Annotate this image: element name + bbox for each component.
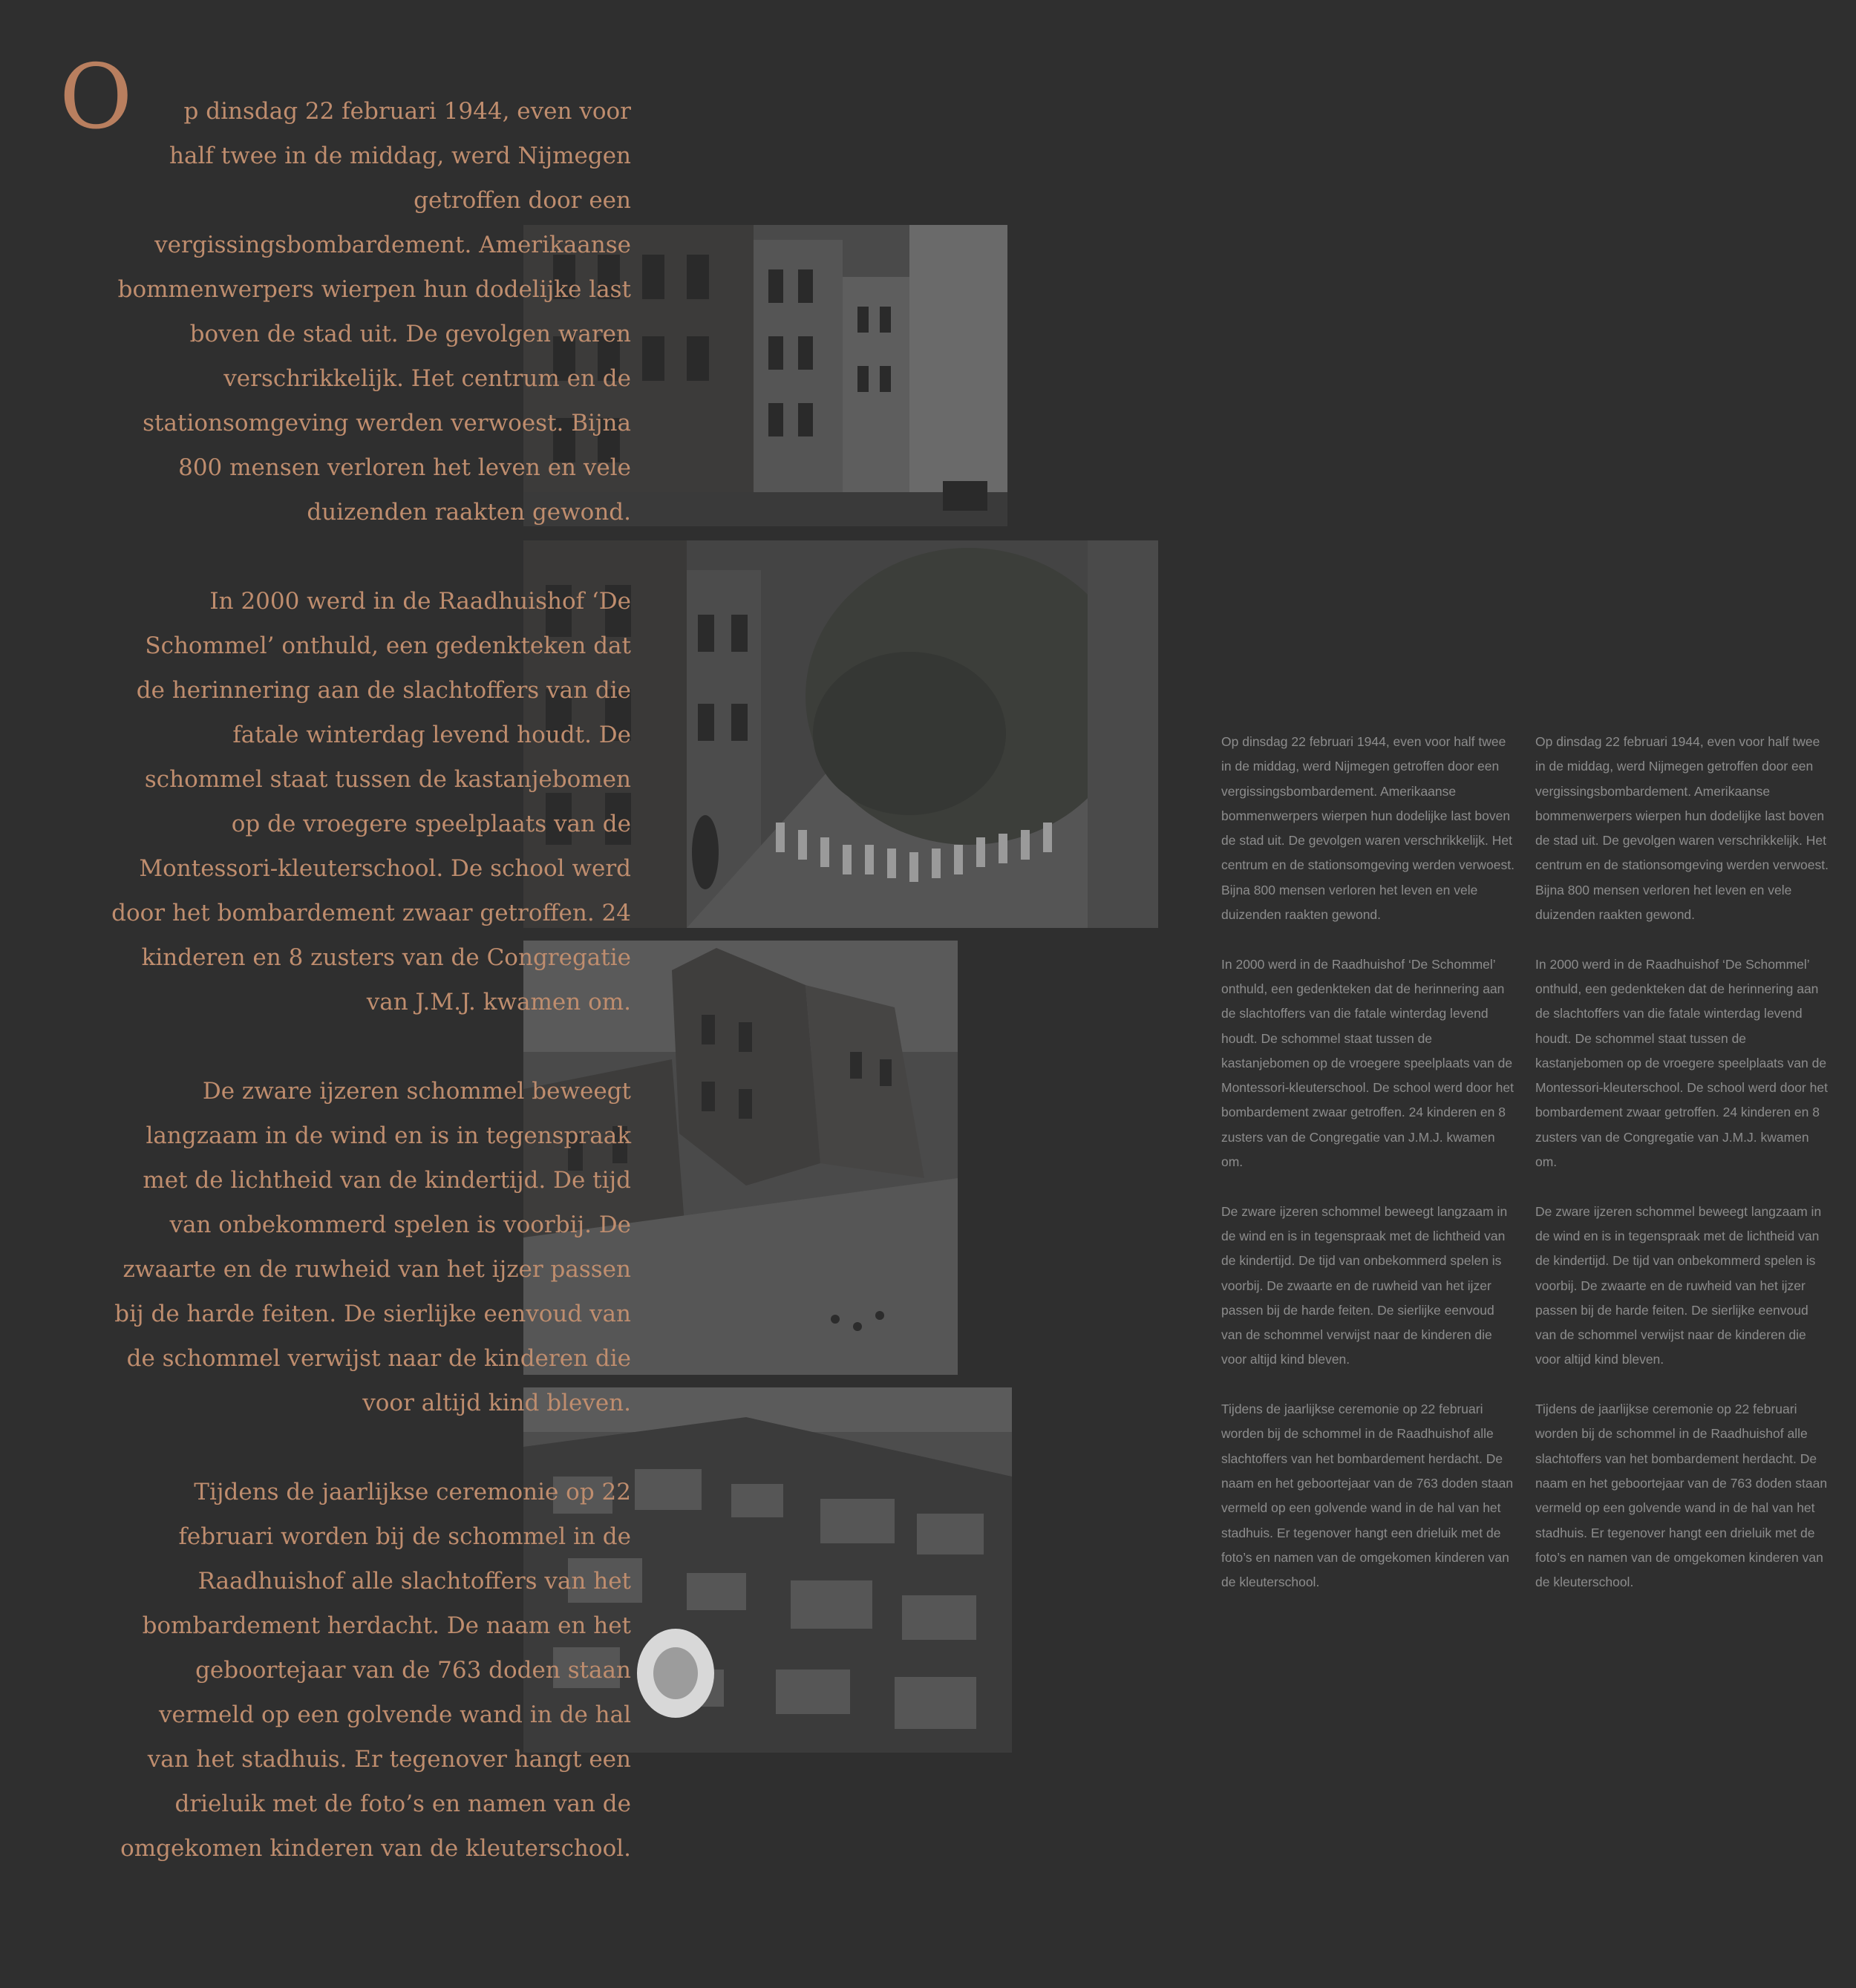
drop-cap: O (59, 46, 133, 149)
article-paragraph-1: O p dinsdag 22 februari 1944, even voor half twee in de middag, werd Nijmegen getroffen door een vergissingsbombardement. Amerikaanse bommenwerpers wierpen hun dodelijke last boven de stad uit. De gevolgen waren verschrikkelijk. Het centrum en de stationsomgeving werden verwoest. Bijna 800 mensen verloren het leven en vele duizenden raakten gewond. (59, 46, 631, 526)
side-paragraph: In 2000 werd in de Raadhuishof ‘De Schommel’ onthuld, een gedenkteken dat de herinnering aan de slachtoffers van die fatale winterdag levend houdt. De schommel staat tussen de kastanjebomen op de vroegere speelplaats van de Montessori-kleuterschool. De school werd door het bombardement zwaar getroffen. 24 kinderen en 8 zusters van de Congregatie van J.M.J. kwamen om. (1221, 956, 1514, 1170)
side-paragraph: Op dinsdag 22 februari 1944, even voor half twee in de middag, werd Nijmegen getroffen door een vergissingsbombardement. Amerikaanse bommenwerpers wierpen hun dodelijke last boven de stad uit. De gevolgen waren verschrikkelijk. Het centrum en de stationsomgeving werden verwoest. Bijna 800 mensen verloren het leven en vele duizenden raakten gewond. (1535, 734, 1829, 923)
side-column-2 (1535, 730, 1832, 1595)
side-paragraph: Op dinsdag 22 februari 1944, even voor half twee in de middag, werd Nijmegen getroffen door een vergissingsbombardement. Amerikaanse bommenwerpers wierpen hun dodelijke last boven de stad uit. De gevolgen waren verschrikkelijk. Het centrum en de stationsomgeving werden verwoest. Bijna 800 mensen verloren het leven en vele duizenden raakten gewond. (1221, 734, 1514, 923)
side-paragraph: Tijdens de jaarlijkse ceremonie op 22 februari worden bij de schommel in de Raadhuishof alle slachtoffers van het bombardement herdacht. De naam en het geboortejaar van de 763 doden staan vermeld op een golvende wand in de hal van het stadhuis. Er tegenover hangt een drieluik met de foto’s en namen van de omgekomen kinderen van de kleuterschool. (1535, 1402, 1828, 1590)
article-paragraph-3: De zware ijzeren schommel beweegt langzaam in de wind en is in tegenspraak met de lichtheid van de kindertijd. De tijd van onbekommerd spelen is voorbij. De zwaarte en de ruwheid van het ijzer passen bij de harde feiten. De sierlijke eenvoud van de schommel verwijst naar de kinderen die voor altijd kind bleven. (114, 1078, 631, 1416)
side-column-1 (1221, 730, 1518, 1595)
side-paragraph: In 2000 werd in de Raadhuishof ‘De Schommel’ onthuld, een gedenkteken dat de herinnering aan de slachtoffers van die fatale winterdag levend houdt. De schommel staat tussen de kastanjebomen op de vroegere speelplaats van de Montessori-kleuterschool. De school werd door het bombardement zwaar getroffen. 24 kinderen en 8 zusters van de Congregatie van J.M.J. kwamen om. (1535, 956, 1828, 1170)
side-paragraph: De zware ijzeren schommel beweegt langzaam in de wind en is in tegenspraak met de lichtheid van de kindertijd. De tijd van onbekommerd spelen is voorbij. De zwaarte en de ruwheid van het ijzer passen bij de harde feiten. De sierlijke eenvoud van de schommel verwijst naar de kinderen die voor altijd kind bleven. (1535, 1203, 1822, 1367)
side-paragraph: De zware ijzeren schommel beweegt langzaam in de wind en is in tegenspraak met de lichtheid van de kindertijd. De tijd van onbekommerd spelen is voorbij. De zwaarte en de ruwheid van het ijzer passen bij de harde feiten. De sierlijke eenvoud van de schommel verwijst naar de kinderen die voor altijd kind bleven. (1221, 1203, 1508, 1367)
article-body (59, 46, 631, 1871)
article-paragraph-2: In 2000 werd in de Raadhuishof ‘De Schommel’ onthuld, een gedenkteken dat de herinnering aan de slachtoffers van die fatale winterdag levend houdt. De schommel staat tussen de kastanjebomen op de vroegere speelplaats van de Montessori-kleuterschool. De school werd door het bombardement zwaar getroffen. 24 kinderen en 8 zusters van de Congregatie van J.M.J. kwamen om. (111, 588, 631, 1016)
article-paragraph-4: Tijdens de jaarlijkse ceremonie op 22 februari worden bij de schommel in de Raadhuishof alle slachtoffers van het bombardement herdacht. De naam en het geboortejaar van de 763 doden staan vermeld op een golvende wand in de hal van het stadhuis. Er tegenover hangt een drieluik met de foto’s en namen van de omgekomen kinderen van de kleuterschool. (120, 1479, 631, 1862)
side-paragraph: Tijdens de jaarlijkse ceremonie op 22 februari worden bij de schommel in de Raadhuishof alle slachtoffers van het bombardement herdacht. De naam en het geboortejaar van de 763 doden staan vermeld op een golvende wand in de hal van het stadhuis. Er tegenover hangt een drieluik met de foto’s en namen van de omgekomen kinderen van de kleuterschool. (1221, 1402, 1514, 1590)
